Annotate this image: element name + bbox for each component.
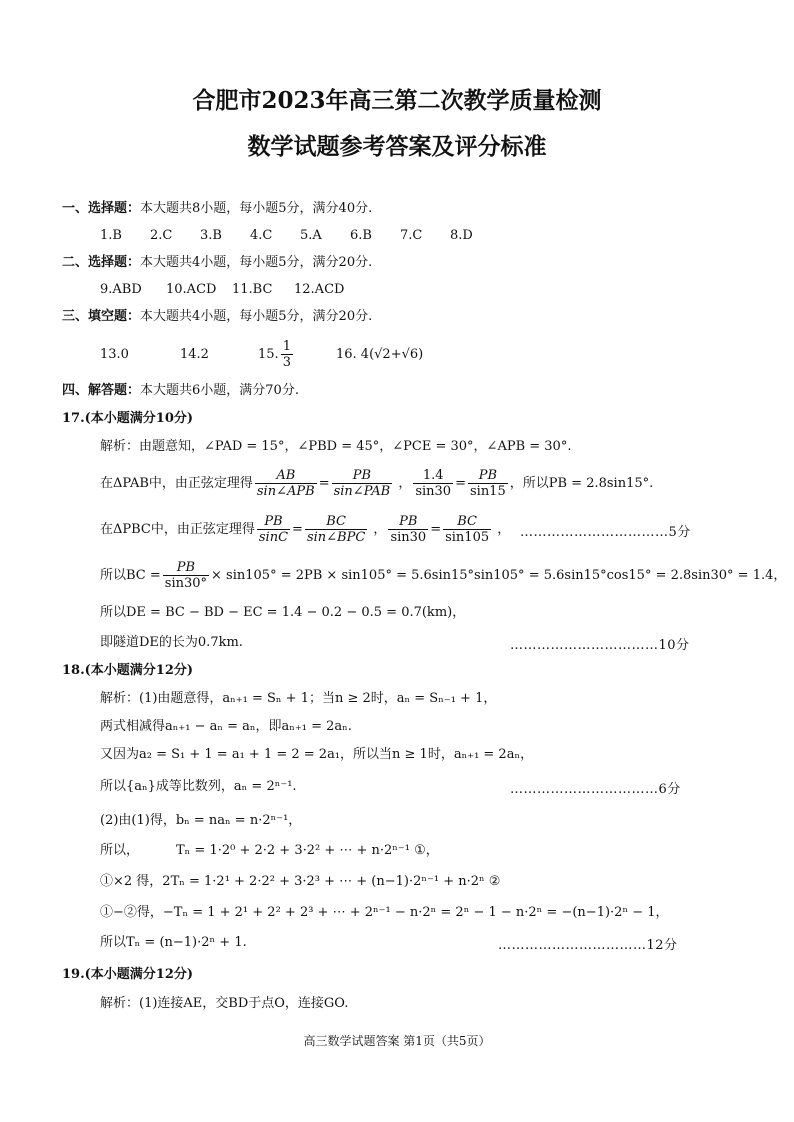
denominator: sinC (258, 530, 289, 545)
section-3-desc: 本大题共4小题，每小题5分，满分20分. (140, 309, 373, 324)
section-2-heading: 二、选择题： (62, 255, 141, 270)
answer-item: 14.2 (180, 347, 209, 362)
answer-item: 5.A (300, 228, 322, 243)
numerator: PB (468, 468, 508, 484)
numerator: PB (163, 560, 209, 576)
section-4-heading: 四、解答题： (62, 383, 141, 398)
answer-item: 4.C (250, 228, 273, 243)
q18-line-1: 解析：(1)由题意得，aₙ₊₁ = Sₙ + 1；当n ≥ 2时，aₙ = Sₙ₋₁ + 1， (100, 691, 497, 706)
text: 在ΔPBC中，由正弦定理得 (100, 522, 255, 537)
q18-line-8: ①×2 得，2Tₙ = 1·2¹ + 2·2² + 3·2³ + ⋯ + (n−1)·2ⁿ⁻¹ + n·2ⁿ ② (100, 874, 501, 889)
section-2-answers (100, 281, 360, 299)
answer-item: 6.B (350, 228, 372, 243)
denominator: sin15 (469, 484, 506, 499)
denominator: 3 (282, 355, 291, 370)
answer-label: 15. (258, 347, 279, 362)
q18-line-4: 所以{aₙ}成等比数列，aₙ = 2ⁿ⁻¹. (100, 779, 297, 794)
q18-score-1: ……………………………6分 (510, 782, 681, 797)
answer-item: 11.BC (232, 282, 273, 297)
section-1-answers (100, 227, 500, 245)
answer-item: 1.B (100, 228, 122, 243)
page-title: 合肥市2023年高三第二次教学质量检测 (192, 87, 602, 114)
q17-line-3: 在ΔPBC中，由正弦定理得 $\frac{PB}{\sin C}$ = $\frac{BC}{\text{sin∠BPC}}$ ， $\frac{PB}{\sin 30}$ = $\frac{BC}{\sin 105}$ ， (100, 514, 511, 545)
q18-line-3: 又因为a₂ = S₁ + 1 = a₁ + 1 = 2 = 2a₁，所以当n ≥ 1时，aₙ₊₁ = 2aₙ， (100, 747, 534, 762)
answer-item: 7.C (400, 228, 423, 243)
denominator: sin30 (390, 530, 427, 545)
q18-line-6: 所以， (100, 843, 140, 858)
section-3-line (62, 308, 372, 326)
section-4-line (62, 382, 299, 400)
answer-item: 10.ACD (166, 282, 217, 297)
numerator: BC (443, 514, 491, 530)
q19-heading: 19.(本小题满分12分) (62, 967, 194, 982)
answer-item: 16. 4(√2+√6) (336, 347, 424, 362)
denominator: sin30° (164, 576, 208, 591)
fraction (257, 514, 290, 545)
section-1-heading: 一、选择题： (62, 201, 141, 216)
text: × sin105° = 2PB × sin105° = 5.6sin15°sin105° = 5.6sin15°cos15° = 2.8sin30° = 1.4， (211, 568, 787, 583)
denominator: sin∠APB (256, 484, 315, 499)
q17-heading: 17.(本小题满分10分) (62, 411, 194, 426)
q17-line-2: 在ΔPAB中，由正弦定理得 $\frac{AB}{\text{sin∠APB}}$ = $\frac{PB}{\text{sin∠PAB}}$ ， $\frac{1.4}{\sin 30}$ = $\frac{PB}{\sin 15}$ ，所以PB = 2.8sin15°. (100, 468, 654, 499)
q18-line-9: ①−②得，−Tₙ = 1 + 2¹ + 2² + 2³ + ⋯ + 2ⁿ⁻¹ − n·2ⁿ = 2ⁿ − 1 − n·2ⁿ = −(n−1)·2ⁿ − 1， (100, 905, 669, 920)
fraction (413, 468, 453, 499)
denominator: sin∠PAB (333, 484, 391, 499)
q17-line-4 (100, 558, 786, 594)
page-subtitle: 数学试题参考答案及评分标准 (247, 133, 547, 160)
denominator: sin105 (445, 530, 490, 545)
section-3-answers (100, 337, 423, 373)
numerator: BC (305, 514, 367, 530)
fraction (388, 514, 428, 545)
section-1-line (62, 200, 372, 218)
numerator: 1 (282, 339, 291, 354)
q17-line-1: 解析：由题意知，∠PAD = 15°，∠PBD = 45°，∠PCE = 30°，∠APB = 30°. (100, 439, 572, 454)
text: ，所以PB = 2.8sin15°. (509, 476, 654, 491)
denominator: sin30 (415, 484, 452, 499)
answer-item: 9.ABD (100, 282, 142, 297)
section-2-desc: 本大题共4小题，每小题5分，满分20分. (140, 255, 373, 270)
q18-line-5: (2)由(1)得，bₙ = naₙ = n·2ⁿ⁻¹， (100, 813, 302, 828)
numerator: PB (388, 514, 428, 530)
numerator: PB (332, 468, 393, 484)
q18-heading: 18.(本小题满分12分) (62, 663, 194, 678)
section-2-line (62, 254, 372, 272)
section-1-desc: 本大题共8小题，每小题5分，满分40分. (140, 201, 373, 216)
section-4-desc: 本大题共6小题，满分70分. (140, 383, 299, 398)
q17-score-1: ……………………………5分 (520, 525, 691, 540)
fraction (305, 514, 367, 545)
q19-line-1: 解析：(1)连接AE，交BD于点O，连接GO. (100, 996, 349, 1011)
answer-item: 12.ACD (294, 282, 345, 297)
q17-line-5: 所以DE = BC − BD − EC = 1.4 − 0.2 − 0.5 = 0.7(km)， (100, 605, 466, 620)
numerator: AB (255, 468, 317, 484)
answer-item: 3.B (200, 228, 222, 243)
denominator: sin∠BPC (306, 530, 366, 545)
section-3-heading: 三、填空题： (62, 309, 141, 324)
answer-item: 8.D (450, 228, 473, 243)
fraction (281, 339, 293, 370)
answer-item: 13.0 (100, 347, 129, 362)
text: 在ΔPAB中，由正弦定理得 (100, 476, 253, 491)
q18-line-2: 两式相减得aₙ₊₁ − aₙ = aₙ，即aₙ₊₁ = 2aₙ. (100, 719, 352, 734)
answer-item: 2.C (150, 228, 173, 243)
fraction (163, 560, 209, 591)
answer-item-15 (258, 337, 336, 373)
q17-line-6: 即隧道DE的长为0.7km. (100, 635, 243, 650)
q18-line-7: Tₙ = 1·2⁰ + 2·2 + 3·2² + ⋯ + n·2ⁿ⁻¹ ①， (176, 843, 439, 858)
numerator: 1.4 (413, 468, 453, 484)
q17-score-2: ……………………………10分 (510, 638, 690, 653)
q18-score-2: ……………………………12分 (498, 938, 678, 953)
q18-line-10: 所以Tₙ = (n−1)·2ⁿ + 1. (100, 935, 247, 950)
page-footer: 高三数学试题答案 第1页（共5页） (303, 1034, 491, 1048)
fraction (332, 468, 393, 499)
text: 所以BC = (100, 568, 161, 583)
numerator: PB (257, 514, 290, 530)
fraction (443, 514, 491, 545)
fraction (255, 468, 317, 499)
fraction (468, 468, 508, 499)
